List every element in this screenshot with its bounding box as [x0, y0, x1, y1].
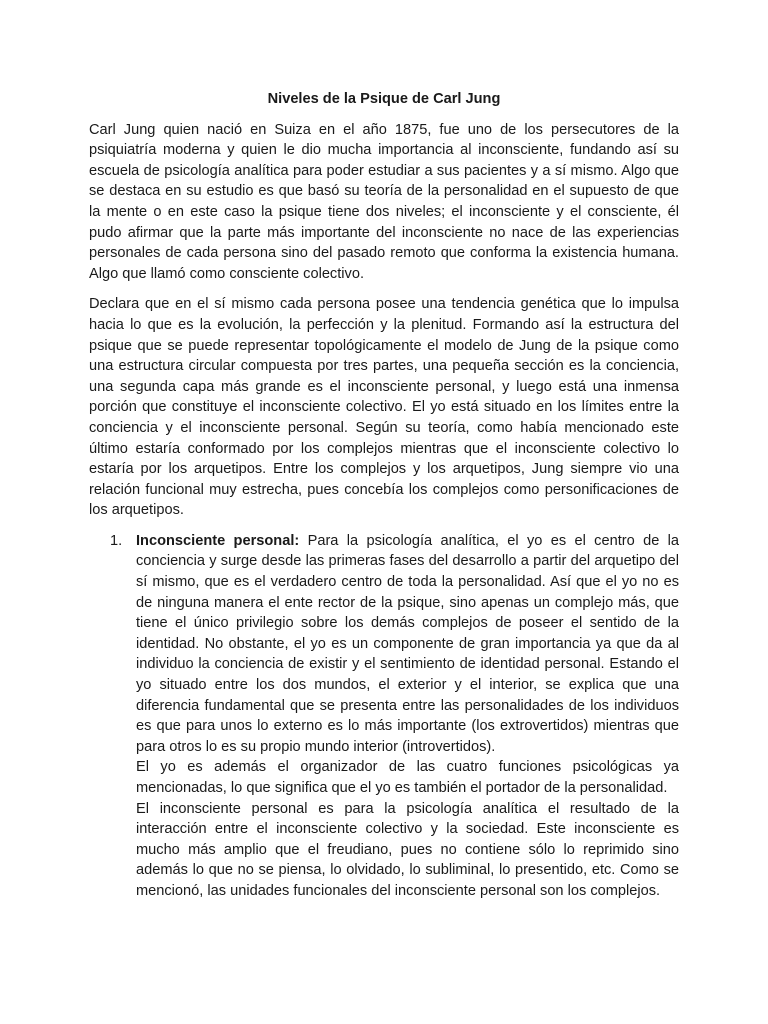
- list-item-paragraph: [136, 531, 679, 758]
- list-marker: 1.: [110, 532, 123, 549]
- paragraph-intro: Carl Jung quien nació en Suiza en el año 1875, fue uno de los persecutores de la psiquiatría moderna y quien le dio mucha importancia al inconsciente, fundando así su escuela de psicología analítica para poder estudiar a sus pacientes y a sí mismo. Algo que se destaca en su estudio es que basó su teoría de la personalidad en el supuesto de que la mente o en este caso la psique tiene dos niveles; el inconsciente y el consciente, él pudo afirmar que la parte más importante del inconsciente no nace de las experiencias personales de cada persona sino del pasado remoto que conforma la existencia humana. Algo que llamó como consciente colectivo.: [89, 121, 679, 282]
- list-item-paragraph-2: El yo es además el organizador de las cuatro funciones psicológicas ya mencionadas, lo que significa que el yo es también el portador de la personalidad.: [136, 759, 679, 796]
- document-page: [89, 89, 679, 902]
- document-title: Niveles de la Psique de Carl Jung: [267, 91, 501, 107]
- list-item-paragraph-3: El inconsciente personal es para la psicología analítica el resultado de la interacción entre el inconsciente colectivo y la sociedad. Este inconsciente es mucho más amplio que el freudiano, pues no contiene sólo lo reprimido sino además lo que no se piensa, lo olvidado, lo subliminal, lo presentido, etc. Como se mencionó, las unidades funcionales del inconsciente personal son los complejos.: [136, 800, 679, 899]
- numbered-list: [89, 531, 679, 902]
- list-item-text: Para la psicología analítica, el yo es el centro de la conciencia y surge desde las primeras fases del desarrollo a partir del arquetipo del sí mismo, que es el verdadero centro de toda la personalidad. Así que el yo no es de ninguna manera el ente rector de la psique, sino apenas un complejo más, que tiene el único privilegio sobre los demás complejos de poseer el sentido de la identidad. No obstante, el yo es un componente de gran importancia ya que da al individuo la conciencia de existir y el sentimiento de identidad personal. Estando el yo situado entre los dos mundos, el exterior y el interior, se explica que una diferencia fundamental que se presenta entre las personalidades de los individuos es que para unos lo externo es lo más importante (los extrovertidos) mientras que para otros lo es su propio mundo interior (introvertidos).: [136, 532, 680, 755]
- paragraph-structure: Declara que en el sí mismo cada persona posee una tendencia genética que lo impulsa hacia lo que es la evolución, la perfección y la plenitud. Formando así la estructura del psique que se puede representar topológicamente el modelo de Jung de la psique como una estructura circular compuesta por tres partes, una pequeña sección es la conciencia, una segunda capa más grande es el inconsciente personal, y luego está una inmensa porción que constituye el inconsciente colectivo. El yo está situado en los límites entre la conciencia y el inconsciente personal. Según su teoría, como había mencionado este último estaría conformado por los complejos mientras que el inconsciente colectivo lo estaría por los arquetipos. Entre los complejos y los arquetipos, Jung siempre vio una relación funcional muy estrecha, pues concebía los complejos como personificaciones de los arquetipos.: [89, 296, 679, 519]
- list-item-term: Inconsciente personal:: [136, 532, 300, 549]
- list-item: [89, 531, 679, 902]
